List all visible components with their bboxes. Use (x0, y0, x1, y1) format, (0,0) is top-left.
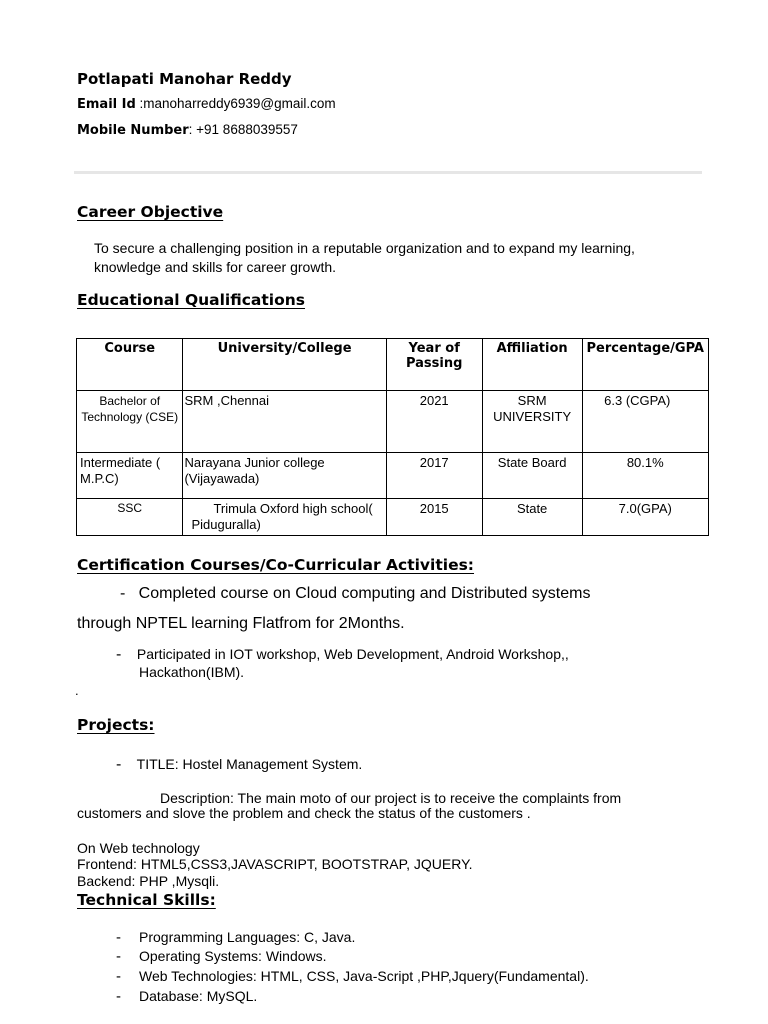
technical-skills-heading: Technical Skills: (77, 891, 216, 909)
certification-text: Completed course on Cloud computing and Distributed systems (138, 585, 591, 602)
skill-item (116, 988, 257, 1005)
cell-year: 2015 (386, 499, 482, 536)
cell-university: SRM ,Chennai (183, 391, 386, 453)
email-line (77, 96, 336, 112)
cell-affiliation: State Board (482, 453, 582, 499)
cell-course: Bachelor of Technology (CSE) (77, 391, 183, 453)
bullet-dash: - (116, 968, 121, 985)
col-course: Course (77, 339, 183, 391)
project-description: Description: The main moto of our project is to receive the complaints from (160, 790, 622, 806)
col-affiliation: Affiliation (482, 339, 582, 391)
project-title-text: TITLE: Hostel Management System. (136, 756, 363, 772)
project-backend: Backend: PHP ,Mysqli. (77, 873, 220, 889)
cell-course: SSC (77, 499, 183, 536)
certification-text-cont: Hackathon(IBM). (139, 664, 245, 680)
cell-year: 2017 (386, 453, 482, 499)
certification-item (120, 585, 590, 603)
bullet-dash: - (116, 756, 122, 773)
col-percentage: Percentage/GPA (582, 339, 708, 391)
mobile-line (77, 122, 298, 138)
email-value: :manoharreddy6939@gmail.com (135, 96, 336, 111)
bullet-dash: - (116, 929, 121, 946)
bullet-dash: - (116, 988, 121, 1005)
divider (74, 171, 702, 174)
cell-university: Narayana Junior college (Vijayawada) (183, 453, 386, 499)
cell-affiliation: State (482, 499, 582, 536)
bullet-dash: - (116, 948, 121, 965)
email-label: Email Id (77, 97, 136, 112)
table-row (77, 453, 709, 499)
cell-course: Intermediate ( M.P.C) (77, 453, 183, 499)
skill-text: Web Technologies: HTML, CSS, Java-Script ,PHP,Jquery(Fundamental). (139, 968, 589, 984)
table-row (77, 391, 709, 453)
certification-text: Participated in IOT workshop, Web Development, Android Workshop,, (136, 646, 569, 662)
projects-heading: Projects: (77, 716, 155, 734)
bullet-dash: - (120, 585, 126, 602)
candidate-name: Potlapati Manohar Reddy (77, 70, 292, 88)
skill-item (116, 929, 355, 946)
education-table (76, 338, 709, 536)
table-header-row (77, 339, 709, 391)
project-frontend: Frontend: HTML5,CSS3,JAVASCRIPT, BOOTSTRAP, JQUERY. (77, 856, 473, 872)
bullet-dash: - (116, 646, 122, 663)
skill-text: Programming Languages: C, Java. (139, 929, 356, 945)
col-university: University/College (183, 339, 386, 391)
cell-percentage: 7.0(GPA) (582, 499, 708, 536)
skill-text: Operating Systems: Windows. (139, 948, 327, 964)
stray-dot: . (75, 683, 79, 698)
mobile-value: : +91 8688039557 (188, 122, 298, 137)
skill-item (116, 948, 327, 965)
project-description-cont: customers and slove the problem and check the status of the customers . (77, 805, 531, 821)
table-row (77, 499, 709, 536)
certification-item (116, 646, 569, 664)
project-tech: On Web technology (77, 840, 200, 856)
certification-text-cont: through NPTEL learning Flatfrom for 2Months. (77, 615, 405, 632)
education-heading: Educational Qualifications (77, 291, 306, 309)
cell-percentage: 6.3 (CGPA) (582, 391, 708, 453)
col-year: Year of Passing (386, 339, 482, 391)
cell-year: 2021 (386, 391, 482, 453)
cell-percentage: 80.1% (582, 453, 708, 499)
cell-university: Trimula Oxford high school( Piduguralla) (183, 499, 386, 536)
skill-item (116, 968, 589, 985)
skill-text: Database: MySQL. (139, 988, 258, 1004)
certification-heading: Certification Courses/Co-Curricular Activities: (77, 556, 475, 574)
mobile-label: Mobile Number (77, 123, 189, 138)
career-objective-heading: Career Objective (77, 203, 224, 221)
career-objective-text: To secure a challenging position in a reputable organization and to expand my learning, knowledge and skills for career growth. (94, 240, 635, 275)
cell-affiliation: SRM UNIVERSITY (482, 391, 582, 453)
project-title (116, 756, 362, 774)
